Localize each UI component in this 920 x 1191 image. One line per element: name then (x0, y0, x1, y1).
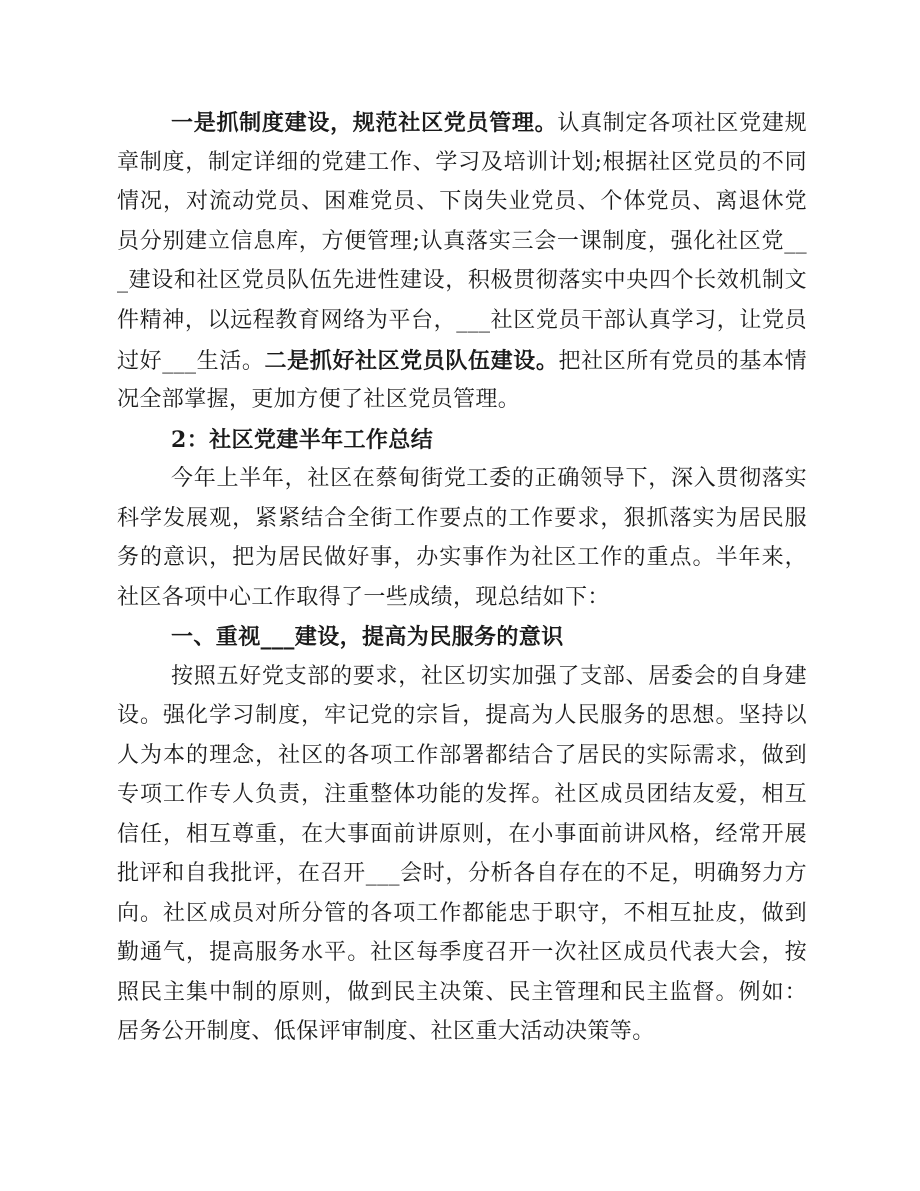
p1-bold-lead: 一是抓制度建设，规范社区党员管理。 (171, 110, 558, 136)
p3-line-9: 照民主集中制的原则，做到民主决策、民主管理和民主监督。例如： (117, 980, 807, 1005)
p1-line-2: 章制度，制定详细的党建工作、学习及培训计划;根据社区党员的不同 (117, 150, 807, 175)
p1-line-3: 情况，对流动党员、困难党员、下岗失业党员、个体党员、离退休党 (117, 189, 807, 214)
p1-line-7 (117, 346, 807, 376)
p1-line-4: 员分别建立信息库，方便管理;认真落实三会一课制度，强化社区党__ (117, 229, 807, 254)
p1-line-6: 件精神，以远程教育网络为平台，___社区党员干部认真学习，让党员 (117, 308, 807, 333)
p1-line-5: _建设和社区党员队伍先进性建设，积极贯彻落实中央四个长效机制文 (117, 268, 807, 293)
p1-line-7-post: 把社区所有党员的基本情 (558, 349, 808, 374)
p1-line-7-pre: 过好___生活。 (117, 349, 265, 374)
p2-line-2: 科学发展观，紧紧结合全街工作要点的工作要求，狠抓落实为居民服 (117, 506, 807, 531)
p3-line-10: 居务公开制度、低保评审制度、社区重大活动决策等。 (117, 1019, 655, 1044)
p3-line-3: 人为本的理念，社区的各项工作部署都结合了居民的实际需求，做到 (117, 743, 807, 768)
p3-line-7: 向。社区成员对所分管的各项工作都能忠于职守，不相互扯皮，做到 (117, 901, 807, 926)
p3-line-4: 专项工作专人负责，注重整体功能的发挥。社区成员团结友爱，相互 (117, 782, 807, 807)
p3-line-5: 信任，相互尊重，在大事面前讲原则，在小事面前讲风格，经常开展 (117, 822, 807, 847)
p1-bold-second: 二是抓好社区党员队伍建设。 (264, 348, 559, 374)
p1-line-1-rest: 认真制定各项社区党建规 (557, 111, 807, 136)
heading-1: 一、重视___建设，提高为民服务的意识 (171, 624, 564, 650)
p3-line-1: 按照五好党支部的要求，社区切实加强了支部、居委会的自身建 (171, 664, 807, 689)
p2-line-1: 今年上半年，社区在蔡甸街党工委的正确领导下，深入贯彻落实 (171, 466, 807, 491)
p3-line-8: 勤通气，提高服务水平。社区每季度召开一次社区成员代表大会，按 (117, 940, 807, 965)
p1-line-8: 况全部掌握，更加方便了社区党员管理。 (117, 387, 521, 412)
p1-line-1 (171, 108, 807, 138)
p3-line-2: 设。强化学习制度，牢记党的宗旨，提高为人民服务的思想。坚持以 (117, 703, 807, 728)
p3-line-6: 批评和自我批评，在召开___会时，分析各自存在的不足，明确努力方 (117, 861, 807, 886)
section2-title: 2：社区党建半年工作总结 (171, 427, 434, 453)
p2-line-4: 社区各项中心工作取得了一些成绩，现总结如下： (117, 585, 610, 610)
p2-line-3: 务的意识，把为居民做好事，办实事作为社区工作的重点。半年来， (117, 545, 807, 570)
